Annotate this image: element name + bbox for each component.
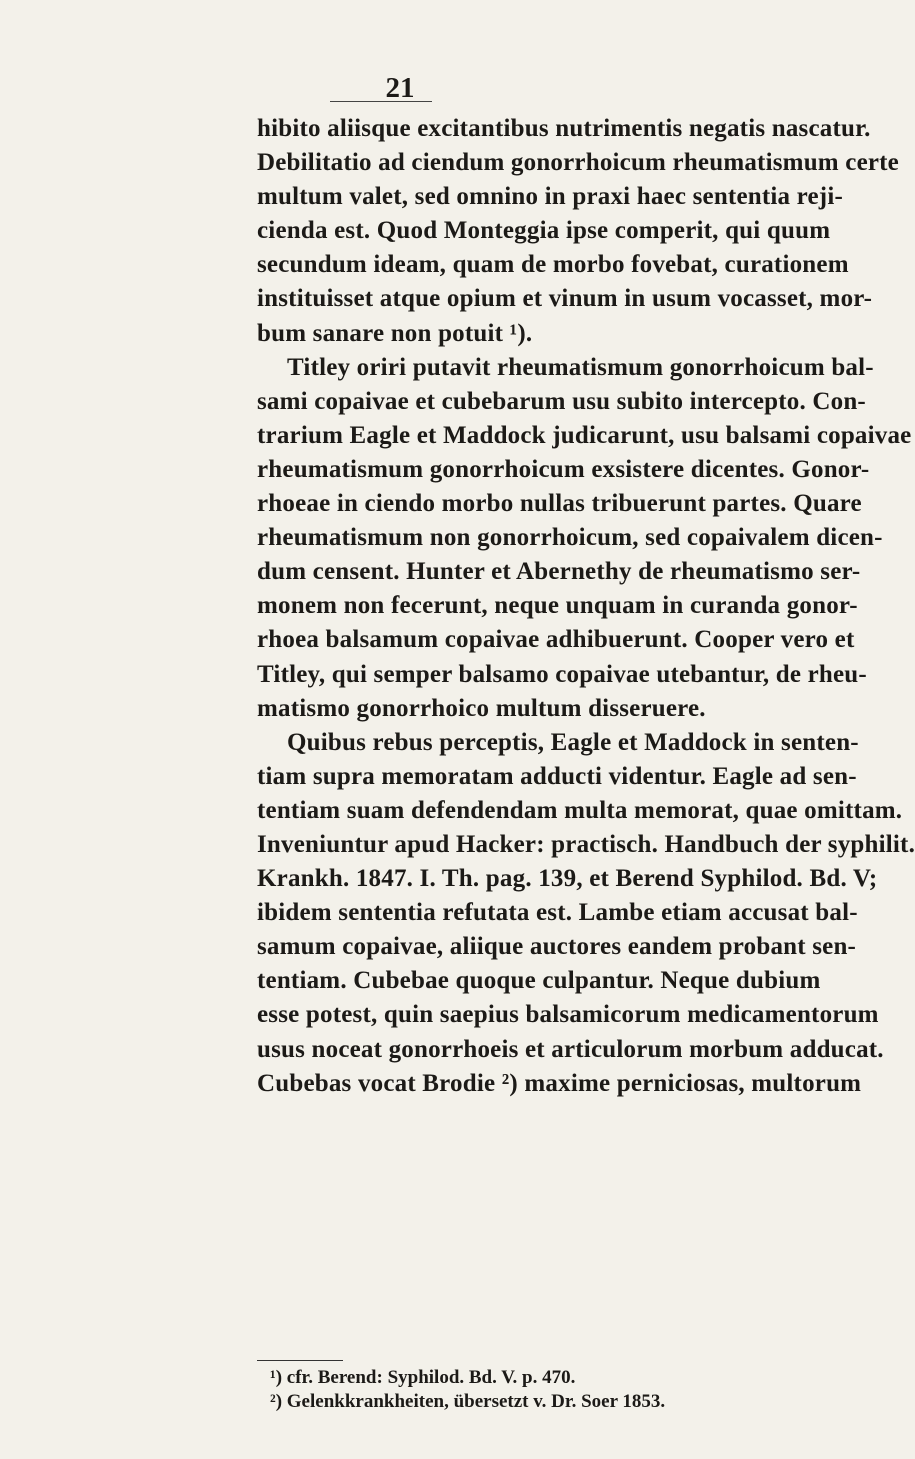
- text-line: samum copaivae, aliique auctores eandem probant sen-: [257, 933, 857, 961]
- text-line: multum valet, sed omnino in praxi haec sententia reji-: [257, 183, 844, 211]
- text-line: ibidem sententia refutata est. Lambe etiam accusat bal-: [257, 899, 858, 927]
- footnotes: [257, 1366, 773, 1414]
- text-line: usus noceat gonorrhoeis et articulorum morbum adducat.: [257, 1035, 884, 1063]
- text-line: sami copaivae et cubebarum usu subito intercepto. Con-: [257, 387, 866, 415]
- text-line: rheumatismum non gonorrhoicum, sed copaivalem dicen-: [257, 524, 883, 552]
- text-line: Titley oriri putavit rheumatismum gonorrhoicum bal-: [287, 353, 874, 381]
- text-line: trarium Eagle et Maddock judicarunt, usu balsami copaivae: [257, 421, 912, 449]
- text-line: tentiam suam defendendam multa memorat, quae omittam.: [257, 796, 903, 824]
- text-line: cienda est. Quod Monteggia ipse comperit, qui quum: [257, 217, 831, 245]
- page-number: 21: [385, 72, 415, 104]
- text-line: hibito aliisque excitantibus nutrimentis negatis nascatur.: [257, 115, 871, 142]
- text-line: instituisset atque opium et vinum in usum vocasset, mor-: [257, 285, 873, 313]
- text-line: esse potest, quin saepius balsamicorum medicamentorum: [257, 1001, 879, 1029]
- body-text: [257, 112, 915, 1101]
- text-line: rhoea balsamum copaivae adhibuerunt. Cooper vero et: [257, 626, 855, 654]
- footnote-rule: [257, 1360, 343, 1361]
- text-line: monem non fecerunt, neque unquam in curanda gonor-: [257, 592, 858, 620]
- text-line: tiam supra memoratam adducti videntur. Eagle ad sen-: [257, 762, 857, 790]
- footnote: ²) Gelenkkrankheiten, übersetzt v. Dr. Soer 1853.: [270, 1391, 666, 1412]
- text-line: matismo gonorrhoico multum disseruere.: [257, 694, 706, 722]
- text-line: secundum ideam, quam de morbo fovebat, curationem: [257, 251, 849, 279]
- text-line: bum sanare non potuit ¹).: [257, 319, 533, 347]
- text-line: rhoeae in ciendo morbo nullas tribuerunt partes. Quare: [257, 490, 862, 518]
- text-line: tentiam. Cubebae quoque culpantur. Neque dubium: [257, 967, 821, 995]
- text-line: Quibus rebus perceptis, Eagle et Maddock in senten-: [287, 728, 859, 756]
- footnote: ¹) cfr. Berend: Syphilod. Bd. V. p. 470.: [270, 1367, 576, 1388]
- text-line: dum censent. Hunter et Abernethy de rheumatismo ser-: [257, 558, 861, 586]
- header-rule: [330, 101, 432, 102]
- text-line: Inveniuntur apud Hacker: practisch. Handbuch der syphilit.: [257, 830, 915, 858]
- text-line: Titley, qui semper balsamo copaivae utebantur, de rheu-: [257, 660, 867, 688]
- text-line: Debilitatio ad ciendum gonorrhoicum rheumatismum certe: [257, 149, 899, 177]
- text-line: Cubebas vocat Brodie ²) maxime perniciosas, multorum: [257, 1069, 862, 1097]
- text-line: Krankh. 1847. I. Th. pag. 139, et Berend Syphilod. Bd. V;: [257, 865, 878, 893]
- text-line: rheumatismum gonorrhoicum exsistere dicentes. Gonor-: [257, 455, 870, 483]
